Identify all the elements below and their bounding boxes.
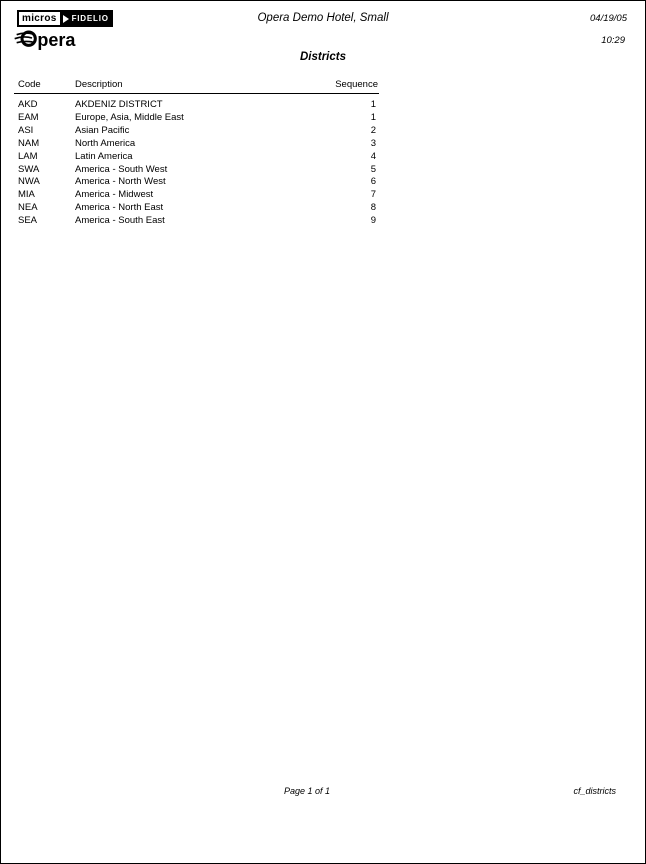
district-description: Latin America xyxy=(75,150,133,162)
district-description: Asian Pacific xyxy=(75,124,130,136)
district-description: Europe, Asia, Middle East xyxy=(75,111,184,123)
districts-table-container xyxy=(14,80,379,228)
district-sequence: 3 xyxy=(370,137,376,149)
district-description: America - South West xyxy=(75,163,168,175)
report-id: cf_districts xyxy=(573,786,616,796)
district-description: North America xyxy=(75,137,136,149)
district-sequence: 1 xyxy=(370,111,376,123)
district-sequence: 8 xyxy=(370,202,376,214)
district-code: LAM xyxy=(18,150,38,162)
table-row xyxy=(14,151,379,164)
district-sequence: 6 xyxy=(370,176,376,188)
table-row xyxy=(14,125,379,138)
micros-logo-text: micros xyxy=(17,10,62,27)
column-header-description: Description xyxy=(75,80,292,94)
district-code: ASI xyxy=(18,124,34,136)
district-description: AKDENIZ DISTRICT xyxy=(75,99,163,110)
district-code: EAM xyxy=(18,111,39,123)
table-row xyxy=(14,202,379,215)
district-description: America - North West xyxy=(75,176,166,188)
page-title: Districts xyxy=(299,51,347,63)
table-row xyxy=(14,138,379,151)
district-code: NEA xyxy=(18,202,38,214)
district-code: NWA xyxy=(18,176,40,188)
table-row xyxy=(14,176,379,189)
table-row xyxy=(14,112,379,125)
table-row xyxy=(14,164,379,177)
district-sequence: 1 xyxy=(370,99,376,110)
opera-logo-text: pera xyxy=(37,30,76,50)
district-code: MIA xyxy=(18,189,35,201)
districts-table xyxy=(14,80,379,228)
table-row xyxy=(14,94,379,112)
table-row xyxy=(14,215,379,228)
district-description: America - Midwest xyxy=(75,189,154,201)
opera-logo-graphic xyxy=(14,28,78,50)
column-header-sequence: Sequence xyxy=(292,80,379,94)
district-description: America - North East xyxy=(75,202,164,214)
report-time: 10:29 xyxy=(601,35,625,46)
table-row xyxy=(14,189,379,202)
district-sequence: 9 xyxy=(370,215,376,227)
district-code: SEA xyxy=(18,215,38,227)
district-code: AKD xyxy=(18,99,38,110)
district-description: America - South East xyxy=(75,215,165,227)
table-header-row xyxy=(14,80,379,94)
report-date: 04/19/05 xyxy=(590,13,627,24)
district-sequence: 2 xyxy=(370,124,376,136)
district-sequence: 4 xyxy=(370,150,376,162)
district-sequence: 7 xyxy=(370,189,376,201)
column-header-code: Code xyxy=(14,80,75,94)
page-number: Page 1 of 1 xyxy=(283,786,331,796)
opera-o-icon xyxy=(15,32,36,45)
district-sequence: 5 xyxy=(370,163,376,175)
fidelio-label: FIDELIO xyxy=(71,14,109,23)
district-code: SWA xyxy=(18,163,40,175)
hotel-name: Opera Demo Hotel, Small xyxy=(257,12,389,24)
district-code: NAM xyxy=(18,137,40,149)
